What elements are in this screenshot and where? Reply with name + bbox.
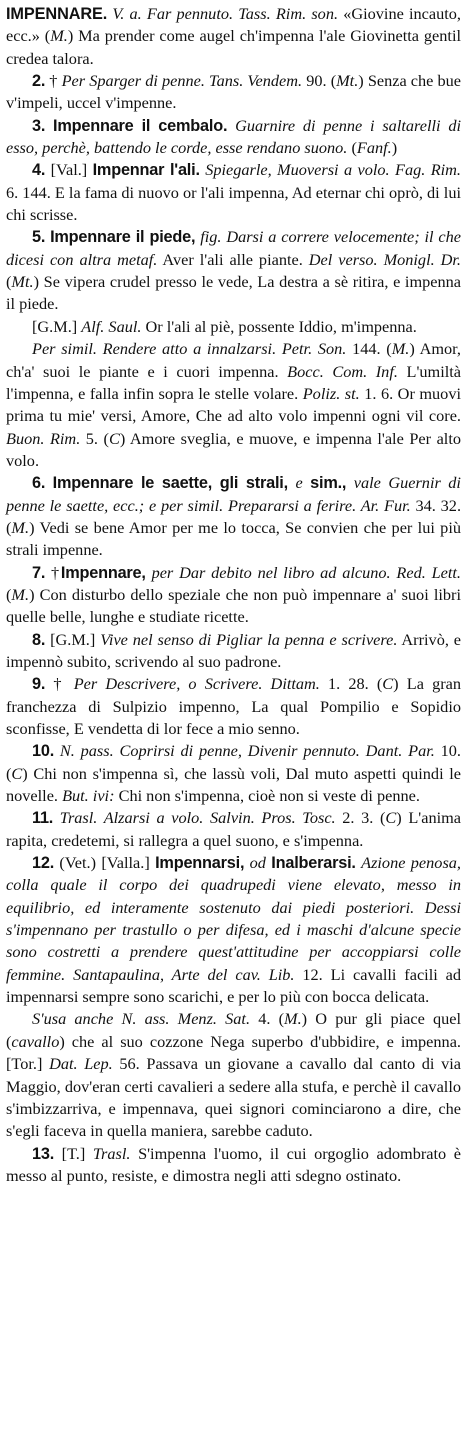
italic-run: Buon. Rim. [6, 428, 81, 448]
text-run: ( [6, 272, 12, 292]
italic-run: Trasl. Alzarsi a volo. Salvin. Pros. Tosc. [59, 808, 336, 828]
italic-run: Alf. Saul. [81, 316, 142, 336]
text-run: Aver l'ali alle piante. [157, 249, 309, 269]
italic-run: Del verso. Monigl. Dr. [308, 249, 462, 269]
italic-run: Azione penosa, colla quale il corpo dei quadrupedi viene elevato, messo in equilibrio, ed interamente sostenuto dai piedi posteriori. Dessi s'impennano per trastullo o per difesa, ed i maschi d'alcune specie sono costretti a prendere quest'attitudine per accoppiarsi colle femmine. Santapaulina, Arte del cav. Lib. [6, 853, 461, 984]
italic-run: C [11, 763, 23, 783]
sense-number: 11. [32, 809, 54, 828]
sense-paragraph [6, 673, 461, 740]
bold-term: Inalberarsi. [271, 854, 356, 873]
italic-run: Trasl. [92, 1143, 131, 1163]
text-run: ) Ma prender come augel ch'impenna l'ale Giovinetta gentil credea talora. [6, 26, 461, 68]
bold-term: Impennare, [60, 563, 146, 582]
text-run: S'impenna l'uomo, il cui orgoglio adombrato è messo al punto, resiste, e dimostra negli atti sdegno ostinato. [6, 1143, 461, 1185]
italic-run: vale Guernir di penne le saette, ecc.; e per simil. Prepararsi a ferire. Ar. Fur. [6, 473, 461, 515]
sense-number: 6. [32, 474, 46, 493]
sense-paragraph [6, 316, 461, 338]
italic-run: But. ivi: [62, 786, 115, 806]
text-run: 4. ( [250, 1009, 285, 1029]
bold-term: Impennare le saette, gli strali, [52, 474, 288, 493]
text-run: 12. Li cavalli facili ad impennarsi sempre sono scarichi, e per lo più con bocca delicata. [6, 964, 462, 1007]
bold-term: Impennar l'ali. [92, 161, 200, 180]
text-run: 56. Passava un giovane a cavallo dal canto di via Maggio, dov'eran certi cavalieri a sedere alla stufa, e perchè il cavallo s'imbizzarriva, e impennava, quei signori cominciarono a dire, che s'egli faceva in quella maniera, sarebbe caduto. [6, 1054, 462, 1141]
italic-run: Poliz. st. [302, 383, 360, 403]
text-run: 144. ( [346, 339, 392, 359]
text-run: 90. ( [302, 71, 337, 91]
text-run: ( [6, 584, 12, 604]
text-run: ) Senza che bue v'impeli, uccel v'impenne. [6, 71, 462, 113]
sense-number: 2. [32, 72, 46, 91]
sense-paragraph [6, 159, 461, 226]
text-run: ) L'anima rapita, credetemi, si rallegra a quel suono, e s'impenna. [6, 808, 462, 850]
sense-paragraph [6, 629, 461, 674]
text-run: † [45, 674, 74, 694]
text-run: ) Se vipera crudel presso le vede, La destra a sè ritira, e impenna il piede. [6, 272, 461, 314]
italic-run: e [295, 473, 303, 493]
italic-run: Per Sparger di penne. Tans. Vendem. [61, 71, 303, 91]
text-run: ) Con disturbo dello speziale che non può impennare a' suoi libri quelle belle, lunghe e studiate ricette. [6, 584, 461, 627]
italic-run: Dat. Lep. [49, 1054, 113, 1074]
italic-run: Vive nel senso di Pigliar la penna e scrivere. [100, 629, 398, 649]
sense-paragraph [6, 740, 461, 807]
sense-number: 5. [32, 228, 46, 247]
text-run: [G.M.] [32, 316, 82, 336]
italic-run: M. [50, 26, 68, 46]
bold-term: Impennare il piede, [50, 228, 196, 247]
italic-run: Spiegarle, Muoversi a volo. Fag. Rim. [205, 160, 461, 180]
text-run: 34. 32. ( [6, 495, 462, 537]
text-run: «Giovine incauto, ecc.» ( [6, 4, 461, 46]
italic-run: cavallo [11, 1031, 60, 1051]
text-run: 1. 28. ( [319, 674, 383, 694]
italic-run: Per simil. Rendere atto a innalzarsi. Petr. Son. [32, 339, 347, 359]
text-run: Arrivò, e impennò subito, scrivendo al suo padrone. [6, 629, 462, 671]
italic-run: Mt. [11, 272, 34, 292]
italic-run: V. a. Far pennuto. Tass. Rim. son. [112, 4, 339, 23]
italic-run: fig. Darsi a correre velocemente; il che dicesi con altra metaf. [6, 227, 461, 269]
text-run [227, 116, 235, 135]
italic-run: M. [284, 1009, 302, 1029]
text-run: 5. ( [80, 428, 109, 448]
text-run: ) [391, 138, 398, 158]
sense-paragraph [6, 1143, 461, 1188]
text-run: 6. 144. E la fama di nuovo or l'ali impenna, Ad eternar chi oprò, di lui chi scrisse. [6, 182, 461, 225]
sense-number: 4. [32, 161, 46, 180]
text-run: [G.M.] [45, 629, 101, 649]
sense-number: 10. [32, 742, 55, 761]
italic-run: Mt. [336, 71, 359, 91]
italic-run: M. [11, 517, 30, 537]
text-run: Chi non s'impenna, cioè non si veste di penne. [114, 786, 420, 806]
italic-run: M. [11, 584, 30, 604]
italic-run: C [108, 428, 120, 448]
headword: IMPENNARE. [6, 5, 108, 23]
italic-run: per Dar debito nel libro ad alcuno. Red. Lett. [151, 562, 462, 582]
text-run: 1. 6. Or muovi prima tu mie' versi, Amore, Che ad alto volo impenni ogni vil core. [6, 383, 461, 426]
text-run: ) Chi non s'impenna sì, che lassù voli, Dal muto aspetti quindi le novelle. [6, 763, 461, 806]
text-run: 2. 3. ( [335, 808, 386, 828]
sense-paragraph [6, 115, 461, 160]
italic-run: M. [391, 339, 410, 359]
text-run: L'umiltà l'impenna, e falla infin sopra le stelle volare. [6, 361, 461, 403]
sense-paragraph [6, 3, 461, 70]
text-run [45, 473, 52, 492]
sense-number: 7. [32, 563, 46, 582]
text-run [346, 473, 353, 492]
sense-paragraph [6, 852, 461, 1008]
text-run: (Vet.) [Valla.] [54, 853, 156, 873]
text-run: ) Amore sveglia, e muove, e impenna l'ale Per alto volo. [6, 428, 461, 470]
italic-run: Per Descrivere, o Scrivere. Dittam. [73, 674, 320, 694]
bold-term: Impennarsi, [155, 854, 245, 873]
text-run: [T.] [54, 1143, 93, 1163]
sense-paragraph [6, 807, 461, 852]
sense-paragraph [6, 1008, 461, 1142]
bold-term: Impennare il cembalo. [53, 116, 228, 135]
sense-paragraph [6, 226, 461, 315]
italic-run: Bocc. Com. Inf. [287, 361, 398, 381]
text-run: ) Amor, ch'a' suoi le piante e i cuori impenna. [6, 339, 462, 381]
sense-paragraph [6, 472, 461, 561]
text-run: 10. ( [6, 741, 461, 783]
italic-run: Guarnire di penne i saltarelli di esso, perchè, battendo le corde, esse rendano suono. [6, 115, 462, 158]
sense-paragraph [6, 70, 461, 115]
sense-number: 9. [32, 675, 46, 694]
italic-run: S'usa anche N. ass. Menz. Sat. [32, 1009, 251, 1029]
sense-number: 8. [32, 630, 46, 649]
text-run: † [45, 562, 61, 582]
sense-paragraph [6, 562, 461, 629]
sense-number: 3. [32, 116, 46, 135]
sense-paragraph [6, 338, 461, 472]
text-run [45, 116, 53, 135]
text-run: Or l'ali al piè, possente Iddio, m'impenna. [141, 316, 417, 336]
text-run: ) O pur gli piace quel ( [6, 1009, 462, 1051]
sense-number: 12. [32, 854, 55, 873]
text-run: [Val.] [45, 160, 93, 180]
italic-run: C [382, 674, 394, 694]
italic-run: N. pass. Coprirsi di penne, Divenir pennuto. Dant. Par. [59, 741, 435, 761]
italic-run: Fanf. [356, 138, 392, 158]
italic-run: C [385, 808, 397, 828]
bold-term: sim., [310, 474, 347, 493]
text-run: ) Vedi se bene Amor per me lo tocca, Se convien che per lui più strali impenne. [6, 517, 461, 560]
text-run: ) che al suo cozzone Nega superbo d'ubbidire, e impenna. [Tor.] [6, 1031, 461, 1074]
text-run [53, 808, 60, 827]
text-run: † [45, 71, 62, 91]
sense-number: 13. [32, 1144, 55, 1163]
italic-run: od [249, 853, 266, 873]
text-run: ( [347, 138, 357, 158]
text-run: ) La gran franchezza di Sulpizio impenno, La qual Pompilio e Sopidio sconfisse, E vendetta di lor fece a mio senno. [6, 674, 461, 738]
